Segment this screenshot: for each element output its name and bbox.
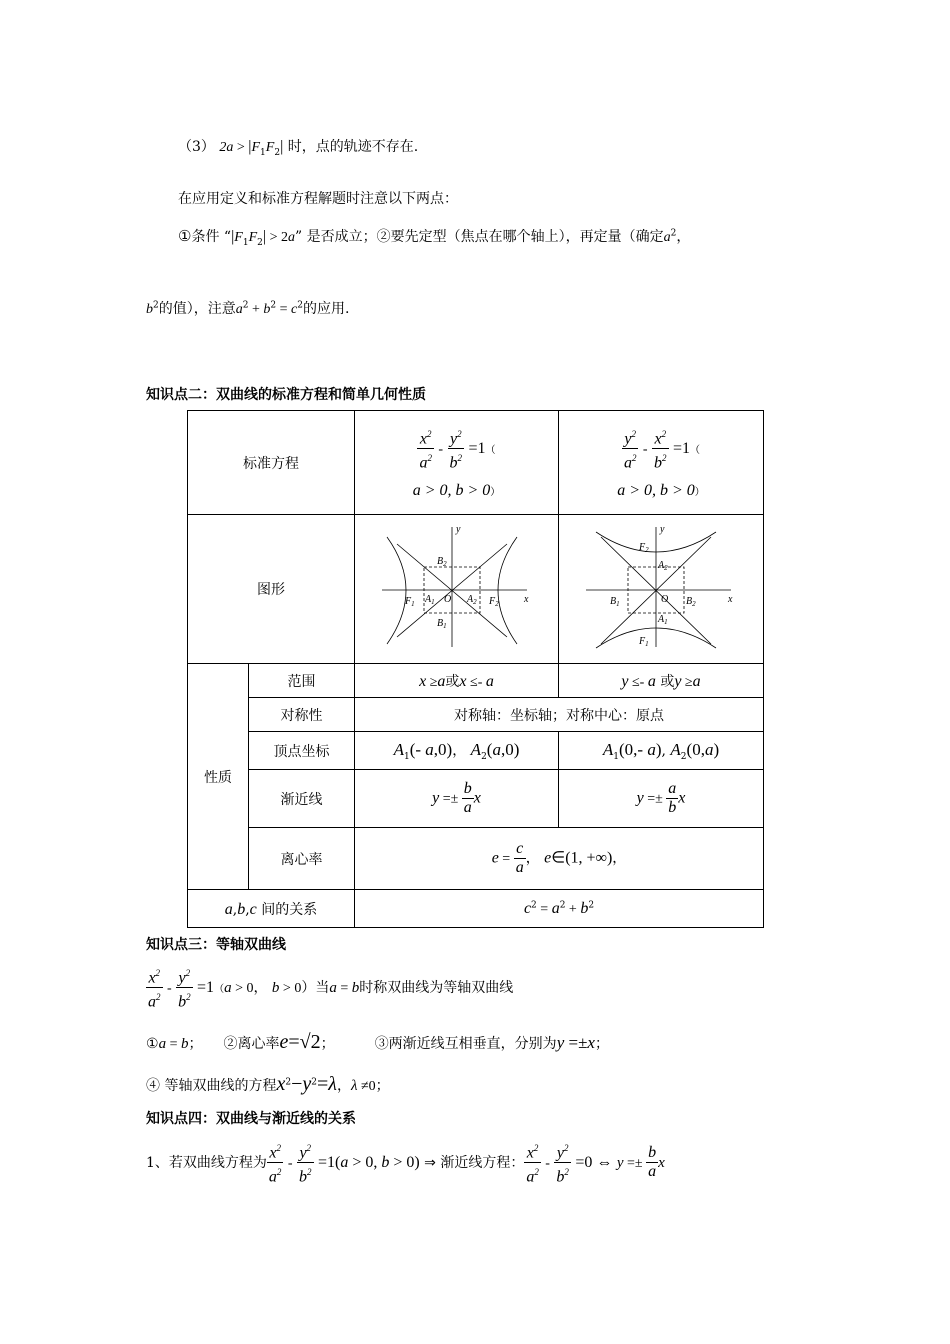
vertex-label: 顶点坐标 (249, 732, 355, 770)
section2-title: 知识点二：双曲线的标准方程和简单几何性质 (146, 387, 426, 403)
figure-label: 图形 (188, 515, 355, 664)
svg-text:A2: $A_2$ (658, 560, 668, 572)
asymptote-x: y =± $\frac{b}{a}$ x (355, 770, 559, 828)
hyperbola-y-axis-figure (581, 522, 741, 652)
svg-text:F2: $F_2$ (639, 542, 649, 554)
asymptote-label: 渐近线 (249, 770, 355, 828)
equi-equation: ④ 等轴双曲线的方程$x^2-y^2=\lambda$，λ ≠0； (146, 1073, 390, 1095)
condition-line: ①条件 “$|F_1F_2| > 2a$” 是否成立；②要先定型（焦点在哪个轴上），再定量（确定$a^2$， (178, 227, 691, 248)
case3-tail: 时，点的轨迹不存在. (287, 139, 419, 155)
vertex-y: $A_1(0,-$ a), $A_2(0,a)$ (559, 732, 764, 770)
case3-line: （3） $2a > |F_1F_2|$ 时，点的轨迹不存在. (178, 138, 419, 158)
symmetry-label: 对称性 (249, 698, 355, 732)
section3-title: 知识点三：等轴双曲线 (146, 937, 286, 953)
range-x: x ≥a或x ≤- a (355, 664, 559, 698)
std-eq-label: 标准方程 (188, 411, 355, 515)
figure-x-axis-cell (355, 515, 559, 664)
svg-text:O: O (661, 594, 669, 605)
ecc-label: 离心率 (249, 828, 355, 890)
std-eq-x-axis: $\frac{x^2}{a^2}$ - $\frac{y^2}{b^2}$ =1（ a > 0, b > 0） (355, 411, 559, 515)
svg-text:A2: $A_2$ (466, 594, 477, 606)
svg-text:B1: $B_1$ (610, 596, 620, 608)
properties-label: 性质 (188, 664, 249, 890)
svg-text:x: x (523, 594, 528, 605)
svg-text:F1: $F_1$ (404, 596, 415, 608)
svg-text:y: y (660, 524, 665, 535)
vertex-x: $A_1(-$ a,0)， $A_2(a,0)$ (355, 732, 559, 770)
hyperbola-x-axis-figure (377, 522, 537, 652)
svg-text:F2: $F_2$ (488, 596, 499, 608)
symmetry-value: 对称轴：坐标轴；对称中心：原点 (355, 698, 764, 732)
relation-value: $c^2 = a^2 + b^2$ (355, 890, 764, 928)
svg-text:y: y (455, 524, 460, 535)
equi-hyperbola-def: $\frac{x^2}{a^2}$ - $\frac{y^2}{b^2}$ =1（a > 0， b > 0）当a = b时称双曲线为等轴双曲线 (146, 964, 513, 1012)
figure-y-axis-cell (559, 515, 764, 664)
asymptote-y: y =± $\frac{a}{b}$ x (559, 770, 764, 828)
section4-title: 知识点四：双曲线与渐近线的关系 (146, 1111, 356, 1127)
equi-props: ①a = b； ②离心率e=√2； ③两渐近线互相垂直，分别为y =±x； (146, 1031, 609, 1053)
case3-label: （3） (178, 139, 215, 155)
svg-text:B1: $B_1$ (436, 618, 447, 630)
notice-text: 在应用定义和标准方程解题时注意以下两点： (178, 191, 458, 207)
relation-label: a,b,c 间的关系 (188, 890, 355, 928)
ecc-value: e = $\frac{c}{a}$ ， e∈(1, +∞)， (355, 828, 764, 890)
range-label: 范围 (249, 664, 355, 698)
std-eq-y-axis: $\frac{y^2}{a^2}$ - $\frac{x^2}{b^2}$ =1（ a > 0, b > 0） (559, 411, 764, 515)
svg-text:A1: $A_1$ (424, 594, 435, 606)
svg-text:B2: $B_2$ (686, 596, 696, 608)
asymptote-relation-line: 1、若双曲线方程为 $\frac{x^2}{a^2}$ - $\frac{y^2}{b^2}$ =1(a > 0, b > 0) ⇒ 渐近线方程： $\frac{x^2}{a^2}$ - $\frac{y^2}{b^2}$ =0 ⇔ y =± $\frac{b}{a}$ x (146, 1139, 665, 1187)
hyperbola-property-table (187, 410, 764, 928)
svg-text:F1: $F_1$ (639, 636, 649, 648)
range-y: y ≤- a 或y ≥a (559, 664, 764, 698)
svg-text:x: x (728, 594, 733, 605)
condition-line2: $b^2$的值），注意$a^2 + b^2 = c^2$的应用. (146, 300, 350, 317)
svg-text:O: O (443, 594, 451, 605)
svg-text:B2: $B_2$ (436, 556, 447, 568)
svg-text:A1: $A_1$ (658, 614, 668, 626)
